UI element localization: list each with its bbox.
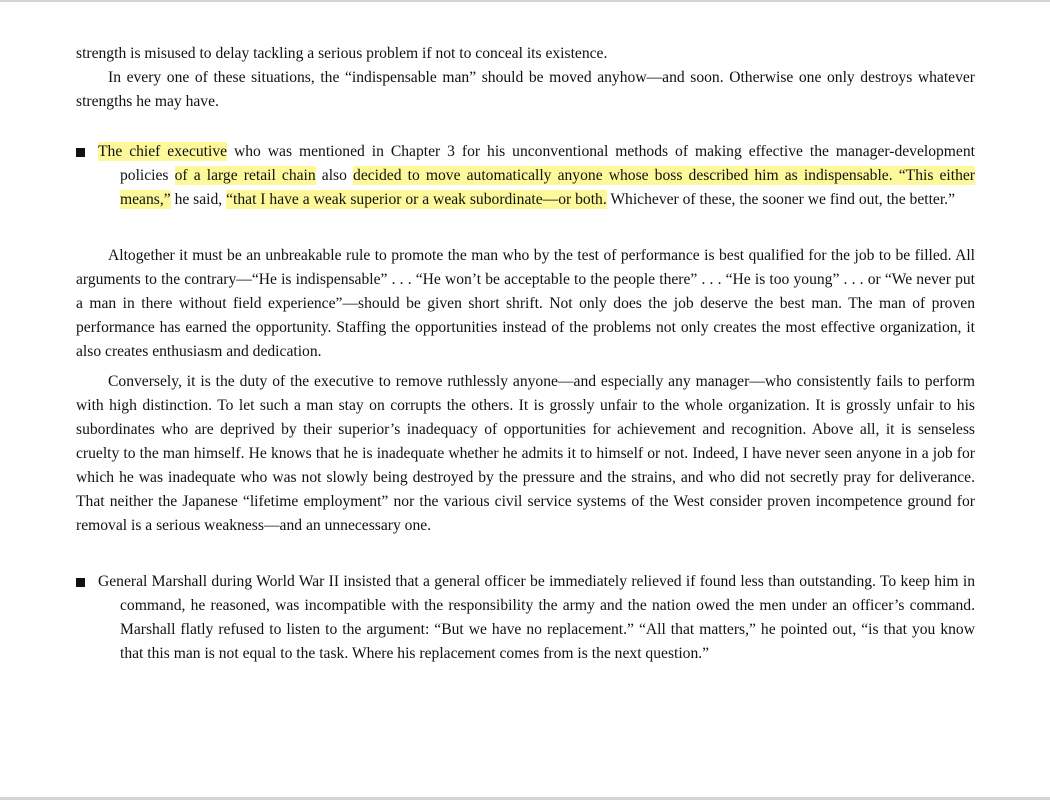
bullet-item-chief-executive (76, 140, 975, 212)
bullet-text-segment: Whichever of these, the sooner we find out, the better.” (606, 191, 956, 208)
bullet-text: General Marshall during World War II insisted that a general officer be immediately relieved if found less than outstanding. To keep him in command, he reasoned, was incompatible with the responsibility the army and the nation owed the men under an officer’s command. Marshall flatly refused to listen to the argument: “But we have no replacement.” “All that matters,” he pointed out, “is that you know that this man is not equal to the task. Where his replacement comes from is the next question.” (98, 573, 975, 662)
bullet-text-segment: also (315, 167, 354, 184)
paragraph-indispensable-man: In every one of these situations, the “indispensable man” should be moved anyhow—and soon. Otherwise one only destroys whatever strengths he may have. (76, 69, 975, 110)
bullet-text-segment: he said, (170, 191, 227, 208)
highlight-weak-superior[interactable]: “that I have a weak superior or a weak subordinate—or both. (226, 191, 607, 208)
bullet-item-general-marshall (76, 570, 975, 666)
document-page (76, 42, 975, 666)
highlight-retail-chain[interactable]: of a large retail chain (174, 167, 316, 184)
bullet-square-icon (76, 148, 85, 157)
bullet-text-segment: who was mentioned in Chapter 3 for his unconventional methods of making effective the manager-development policies (120, 143, 975, 184)
bullet-square-icon (76, 578, 85, 587)
paragraph-remove-ruthlessly: Conversely, it is the duty of the executive to remove ruthlessly anyone—and especially any manager—who consistently fails to perform with high distinction. To let such a man stay on corrupts the others. It is grossly unfair to the whole organization. It is grossly unfair to his subordinates who are deprived by their superior’s inadequacy of opportunities for achievement and recognition. Above all, it is senseless cruelty to the man himself. He knows that he is inadequate whether he admits it to himself or not. Indeed, I have never seen anyone in a job for which he was inadequate who was not slowly being destroyed by the pressure and the strains, and who did not secretly pray for deliverance. That neither the Japanese “lifetime employment” nor the various civil service systems of the West consider proven incompetence ground for removal is a serious weakness—and an unnecessary one. (76, 373, 975, 534)
highlight-decided-to-move[interactable]: decided to move automatically anyone whose boss described him as indispensable. “This either means,” (120, 167, 975, 208)
paragraph-promotion-rule: Altogether it must be an unbreakable rule to promote the man who by the test of performance is best qualified for the job to be filled. All arguments to the contrary—“He is indispensable” . . . “He won’t be acceptable to the people there” . . . “He is too young” . . . or “We never put a man in there without field experience”—should be given short shrift. Not only does the job deserve the best man. The man of proven performance has earned the opportunity. Staffing the opportunities instead of the problems not only creates the most effective organization, it also creates enthusiasm and dedication. (76, 247, 975, 360)
page-top-border (0, 0, 1050, 2)
bullet-text (98, 143, 975, 208)
paragraph-continuation: strength is misused to delay tackling a serious problem if not to conceal its existence. (76, 45, 608, 62)
highlight-chief-executive[interactable]: The chief executive (98, 143, 228, 160)
